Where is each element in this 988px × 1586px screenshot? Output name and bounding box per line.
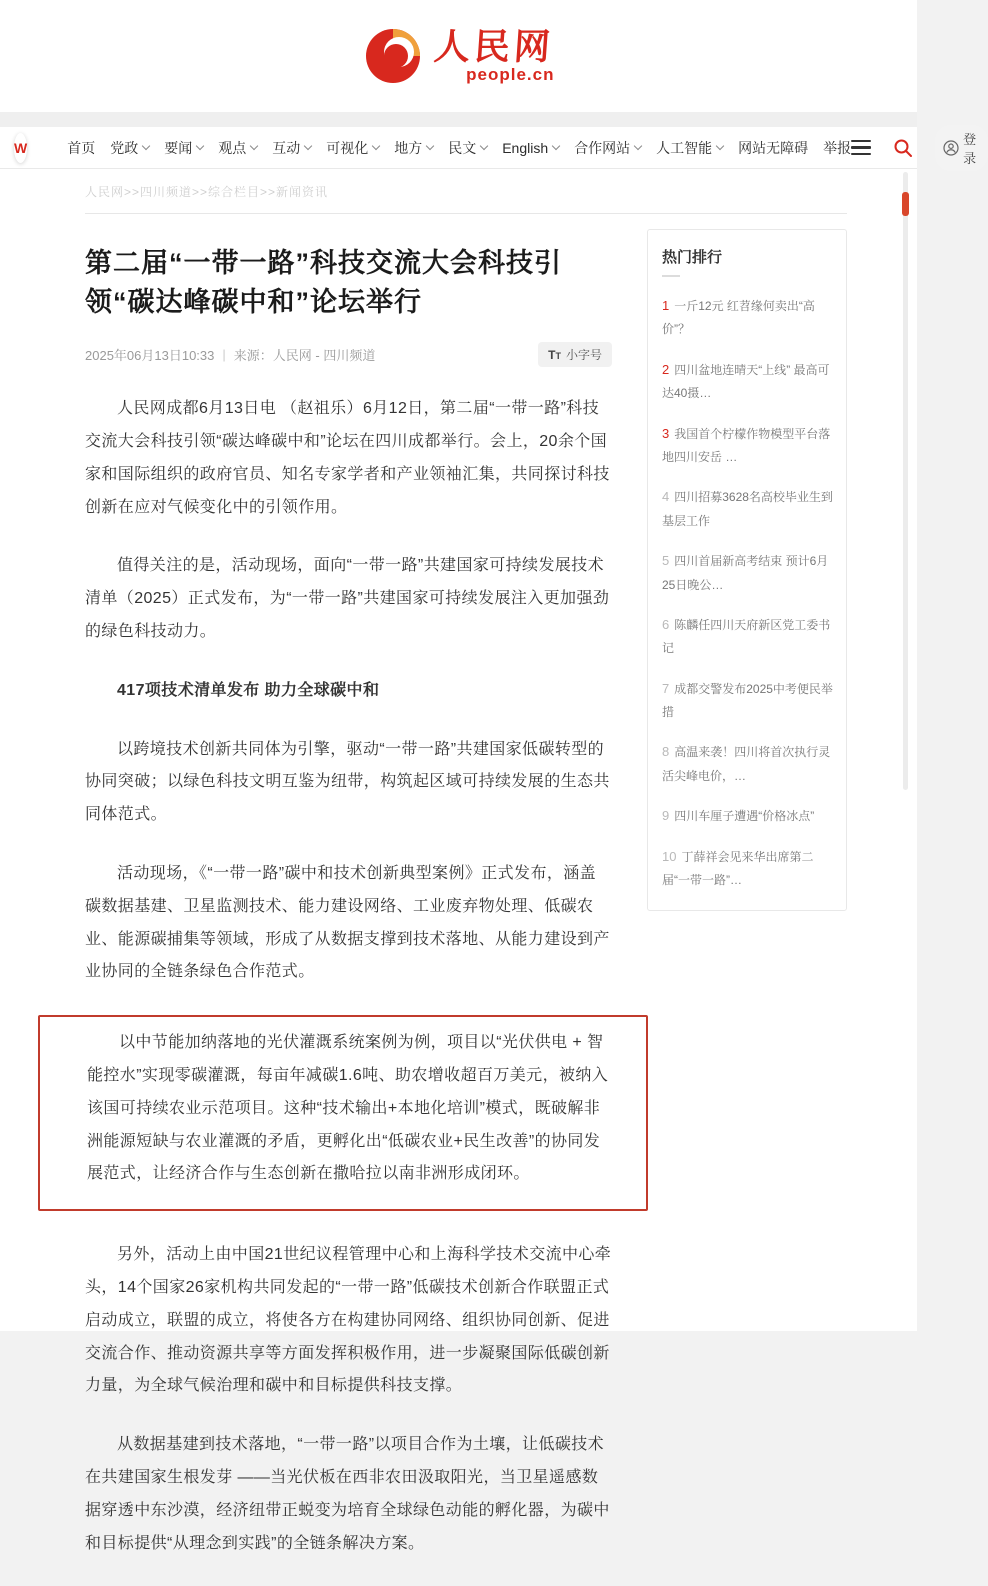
paragraph: 活动现场，《“一带一路”碳中和技术创新典型案例》正式发布，涵盖碳数据基建、卫星监测技术、能力建设网络、工业废弃物处理、低碳农业、能源碳捕集等领域，形成了从数据支撑到技术落地、从能力建设到产业协同的全链条绿色合作范式。 bbox=[85, 865, 610, 981]
hot-ranking-item[interactable]: 5 四川首届新高考结束 预计6月25日晚公… bbox=[662, 553, 829, 592]
nav-right-tools bbox=[851, 125, 988, 171]
hot-ranking-item[interactable]: 4 四川招募3628名高校毕业生到基层工作 bbox=[662, 489, 833, 528]
paragraph: 以跨境技术创新共同体为引擎，驱动“一带一路”共建国家低碳转型的协同突破；以绿色科技文明互鉴为纽带，构筑起区域可持续发展的生态共同体范式。 bbox=[85, 740, 610, 824]
nav-item-report[interactable]: 举报 bbox=[823, 139, 852, 156]
hot-ranking-item[interactable]: 3 我国首个柠檬作物模型平台落地四川安岳 … bbox=[662, 425, 831, 464]
nav-links bbox=[67, 138, 851, 158]
site-masthead bbox=[0, 0, 917, 112]
nav-item-dangzheng[interactable]: 党政 bbox=[110, 138, 149, 158]
source-name[interactable]: 人民网 - 四川频道 bbox=[272, 348, 376, 364]
chevron-down-icon bbox=[372, 142, 380, 150]
article-column bbox=[85, 183, 612, 1586]
chevron-down-icon bbox=[634, 142, 642, 150]
nav-item-hezuowangzhan[interactable]: 合作网站 bbox=[574, 138, 641, 158]
hot-ranking-item[interactable]: 8 高温来袭！四川将首次执行灵活尖峰电价，… bbox=[662, 744, 831, 783]
nav-item-rengongzhineng[interactable]: 人工智能 bbox=[656, 138, 723, 158]
logo-domain-text: people.cn bbox=[466, 64, 555, 84]
chevron-down-icon bbox=[552, 142, 560, 150]
chevron-down-icon bbox=[716, 142, 724, 150]
nav-item-home[interactable]: 首页 bbox=[67, 139, 96, 156]
nav-item-english[interactable]: English bbox=[502, 140, 559, 156]
user-icon bbox=[943, 140, 959, 156]
chevron-down-icon bbox=[426, 142, 434, 150]
hot-ranking-title: 热门排行 bbox=[662, 246, 834, 277]
chevron-down-icon bbox=[480, 142, 488, 150]
meta-separator: | bbox=[222, 347, 226, 363]
menu-icon[interactable] bbox=[851, 140, 871, 156]
compact-logo-badge[interactable]: W bbox=[14, 133, 27, 163]
article-title: 第二届“一带一路”科技交流大会科技引领“碳达峰碳中和”论坛举行 bbox=[85, 248, 562, 318]
chevron-down-icon bbox=[250, 142, 258, 150]
scrollbar-thumb[interactable] bbox=[902, 192, 909, 216]
nav-item-accessibility[interactable]: 网站无障碍 bbox=[738, 139, 809, 156]
font-size-button[interactable] bbox=[538, 342, 612, 367]
font-size-label: 小字号 bbox=[565, 348, 602, 363]
chevron-down-icon bbox=[142, 142, 150, 150]
paragraph: 另外，活动上由中国21世纪议程管理中心和上海科学技术交流中心牵头，14个国家26家机构共同发起的“一带一路”低碳技术创新合作联盟正式启动成立，联盟的成立，将使各方在构建协同网络、组织协同创新、促进交流合作、推动资源共享等方面发挥积极作用，进一步凝聚国际低碳创新力量，为全球气候治理和碳中和目标提供科技支撑。 bbox=[85, 1246, 612, 1395]
logo-chinese-text: 人民网 bbox=[433, 26, 556, 68]
font-size-icon: TT bbox=[548, 347, 561, 362]
source-label: 来源： bbox=[233, 348, 273, 364]
header-divider-band bbox=[0, 112, 917, 127]
hot-ranking-item[interactable]: 9 四川车厘子遭遇“价格冰点” bbox=[662, 808, 815, 824]
search-icon[interactable] bbox=[893, 138, 913, 158]
scrollbar-track[interactable] bbox=[903, 172, 908, 790]
nav-item-yaowen[interactable]: 要闻 bbox=[164, 138, 203, 158]
chevron-down-icon bbox=[196, 142, 204, 150]
nav-item-minwen[interactable]: 民文 bbox=[448, 138, 487, 158]
nav-item-difang[interactable]: 地方 bbox=[394, 138, 433, 158]
breadcrumb[interactable]: 人民网>>四川频道>>综合栏目>>新闻资讯 bbox=[85, 185, 329, 199]
hot-ranking-item[interactable]: 1 一斤12元 红苕缘何卖出“高价”？ bbox=[662, 298, 815, 337]
hot-ranking-panel bbox=[647, 229, 847, 911]
hot-ranking-item[interactable]: 10 丁薛祥会见来华出席第二届“一带一路”… bbox=[662, 848, 814, 888]
highlight-annotation-box bbox=[38, 1015, 648, 1211]
article-body bbox=[85, 393, 612, 1560]
paragraph: 值得关注的是，活动现场，面向“一带一路”共建国家可持续发展技术清单（2025）正式发布，为“一带一路”共建国家可持续发展注入更加强劲的绿色科技动力。 bbox=[85, 557, 610, 641]
hot-ranking-list bbox=[662, 293, 834, 892]
sidebar bbox=[647, 183, 847, 1586]
nav-item-keshihua[interactable]: 可视化 bbox=[326, 138, 379, 158]
nav-item-hudong[interactable]: 互动 bbox=[272, 138, 311, 158]
paragraph: 从数据基建到技术落地，“一带一路”以项目合作为土壤，让低碳技术在共建国家生根发芽 ——当光伏板在西非农田汲取阳光，当卫星遥感数据穿透中东沙漠，经济纽带正蜕变为培育全球绿色动能的孵化器，为碳中和目标提供“从理念到实践”的全链条解决方案。 bbox=[85, 1436, 610, 1552]
login-button[interactable] bbox=[935, 125, 988, 171]
hot-ranking-item[interactable]: 2 四川盆地连晴天“上线” 最高可达40摄… bbox=[662, 361, 830, 401]
paragraph: 人民网成都6月13日电 （赵祖乐）6月12日，第二届“一带一路”科技交流大会科技引领“碳达峰碳中和”论坛在四川成都举行。会上，20余个国家和国际组织的政府官员、知名专家学者和产业领袖汇集，共同探讨科技创新在应对气候变化中的引领作用。 bbox=[85, 400, 610, 516]
publish-date: 2025年06月13日10:33 bbox=[85, 348, 215, 364]
hot-ranking-item[interactable]: 7 成都交警发布2025中考便民举措 bbox=[662, 680, 833, 720]
hot-ranking-item[interactable]: 6 陈麟任四川天府新区党工委书记 bbox=[662, 616, 831, 656]
people-cn-swirl-icon bbox=[362, 25, 424, 87]
highlighted-paragraph: 以中节能加纳落地的光伏灌溉系统案例为例，项目以“光伏供电 + 智能控水”实现零碳灌溉，每亩年减碳1.6吨、助农增收超百万美元，被纳入该国可持续农业示范项目。这种“技术输出+本地化培训”模式，既破解非洲能源短缺与农业灌溉的矛盾，更孵化出“低碳农业+民生改善”的协同发展范式，让经济合作与生态创新在撒哈拉以南非洲形成闭环。 bbox=[87, 1034, 609, 1183]
chevron-down-icon bbox=[304, 142, 312, 150]
article-meta bbox=[85, 342, 612, 367]
main-navbar bbox=[0, 127, 977, 169]
article-subhead: 417项技术清单发布 助力全球碳中和 bbox=[117, 681, 380, 699]
login-label: 登录 bbox=[963, 131, 977, 166]
page-content bbox=[0, 169, 917, 1586]
nav-item-guandian[interactable]: 观点 bbox=[218, 138, 257, 158]
site-logo[interactable] bbox=[362, 25, 554, 87]
